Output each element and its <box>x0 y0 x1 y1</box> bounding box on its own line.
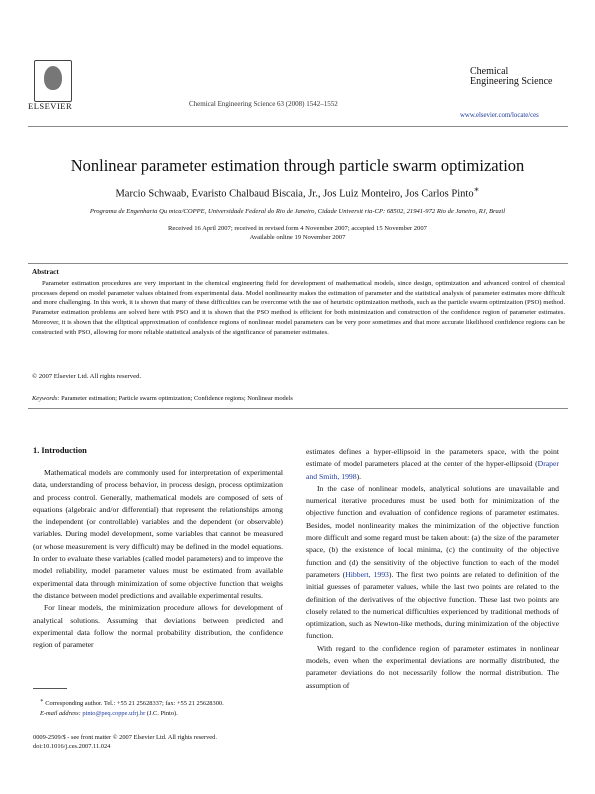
elsevier-tree-logo <box>34 60 72 102</box>
author-mark[interactable]: ∗ <box>473 184 480 194</box>
journal-url-link[interactable]: www.elsevier.com/locate/ces <box>460 112 539 119</box>
abstract-heading: Abstract <box>32 268 59 276</box>
header-divider <box>28 126 568 127</box>
footnote: ∗ Corresponding author. Tel.: +55 21 25628337; fax: +55 21 25628300. E-mail address: pinto@peq.coppe.ufrj.br (J.C. Pinto). <box>40 698 224 717</box>
paragraph: With regard to the confidence region of parameter estimates in nonlinear models, even when the experimental deviations are normally distributed, the parameter deviations do not necessarily follow the normal distribution. The assumption of <box>306 643 559 690</box>
keywords: Keywords: Parameter estimation; Particle swarm optimization; Confidence regions; Nonlinear models <box>32 395 293 402</box>
issn-line: 0009-2509/$ - see front matter © 2007 Elsevier Ltd. All rights reserved. <box>33 734 217 741</box>
journal-name: Chemical Engineering Science <box>470 66 553 87</box>
email-link[interactable]: pinto@peq.coppe.ufrj.br <box>80 709 146 717</box>
paragraph: estimates defines a hyper-ellipsoid in the parameters space, with the point estimate of model parameters placed at the center of the hyper-ellipsoid (Draper and Smith, 1998). <box>306 447 559 481</box>
received-dates: Received 16 April 2007; received in revised form 4 November 2007; accepted 15 November 2007 <box>168 225 427 232</box>
abstract-text: Parameter estimation procedures are very important in the chemical engineering field for development of mathematical models, since design, optimization and advanced control of chemical processes depend on model parameter values obtained from experimental data. Model nonlinearity makes the estimation of parameter and the statistical analysis of parameter estimates more difficult and more challenging. In this work, it is shown that many of these difficulties can be overcome with the use of heuristic optimization methods, such as the particle swarm optimization (PSO) method. Parameter estimation problems are solved here with PSO and it is shown that the PSO method is efficient for both minimization and construction of the confidence region of parameter estimates. Moreover, it is shown that the elliptical approximation of confidence regions of nonlinear model parameters can be very poor sometimes and that more accurate likelihood confidence regions can be constructed with PSO, allowing for more reliable statistical analysis of the significance of parameter estimates. <box>32 280 565 336</box>
abstract-bottom-divider <box>28 408 568 409</box>
online-date: Available online 19 November 2007 <box>249 234 346 241</box>
abstract-top-divider <box>28 263 568 264</box>
paragraph: In the case of nonlinear models, analytical solutions are unavailable and numerical iterative procedures must be used both for minimization of the objective function and evaluation of confidence regions of parameter estimates. Besides, model nonlinearity makes the minimization of the objective function more difficult and some regard must be taken about: (a) the size of the parameter space, (b) the existence of local minima, (c) the continuity of the objective function and (d) the sensitivity of the objective function to each of the model parameters (Hibbert, 1993). The first two points are related to definition of the initial guesses of parameter values, while the last two points are related to the definition of the derivatives of the objective function. These last two points are closely related to the numerical difficulties experienced by traditional methods of optimization, such as Newton-like methods, during minimization of the objective function. <box>306 483 560 641</box>
body-column-left <box>33 467 283 651</box>
author-list: Marcio Schwaab, Evaristo Chalbaud Biscaia, Jr., Jos Luiz Monteiro, Jos Carlos Pinto∗ <box>115 184 480 200</box>
abstract-copyright: © 2007 Elsevier Ltd. All rights reserved. <box>32 373 142 380</box>
body-column-right <box>306 446 559 692</box>
citation-link[interactable]: Hibbert, 1993 <box>345 569 389 579</box>
footnote-divider <box>33 688 67 689</box>
affiliation: Programa de Engenharia Qu mica/COPPE, Universidade Federal do Rio de Janeiro, Cidade Universit ria-CP: 68502, 21941-972 Rio de Janeiro, RJ, Brazil <box>89 208 506 215</box>
doi-line: doi:10.1016/j.ces.2007.11.024 <box>33 743 111 751</box>
issn-doi <box>33 733 333 752</box>
paragraph: For linear models, the minimization procedure allows for development of analytical solutions. Assuming that deviations between predicted and experimental data follow the normal probability distribution, the confidence region of parameter <box>33 603 283 650</box>
paragraph: Mathematical models are commonly used for interpretation of experimental data, understanding of process behavior, in process design, process optimization and process control. Generally, mathematical models are composed of sets of equations (algebraic and/or differential) that represent the relationships among the independent (or controllable) variables and the dependent (or observable) variables. During model development, some variables that cannot be measured (or whose measurement is very difficult) may be defined in the model equations. In order to evaluate these variables (called model parameters) and to improve the model reliability, model parameter values must be estimated from available experimental data through minimization of some objective function that weighs the distance between model predictions and available experimental results. <box>33 468 283 600</box>
citation-link[interactable]: Draper and Smith, 1998 <box>306 459 559 481</box>
article-title: Nonlinear parameter estimation through particle swarm optimization <box>70 156 525 175</box>
journal-reference: Chemical Engineering Science 63 (2008) 1542–1552 <box>189 100 338 108</box>
publisher-name: ELSEVIER <box>28 101 73 111</box>
article-dates <box>0 224 595 242</box>
section-heading-introduction: 1. Introduction <box>33 446 87 455</box>
